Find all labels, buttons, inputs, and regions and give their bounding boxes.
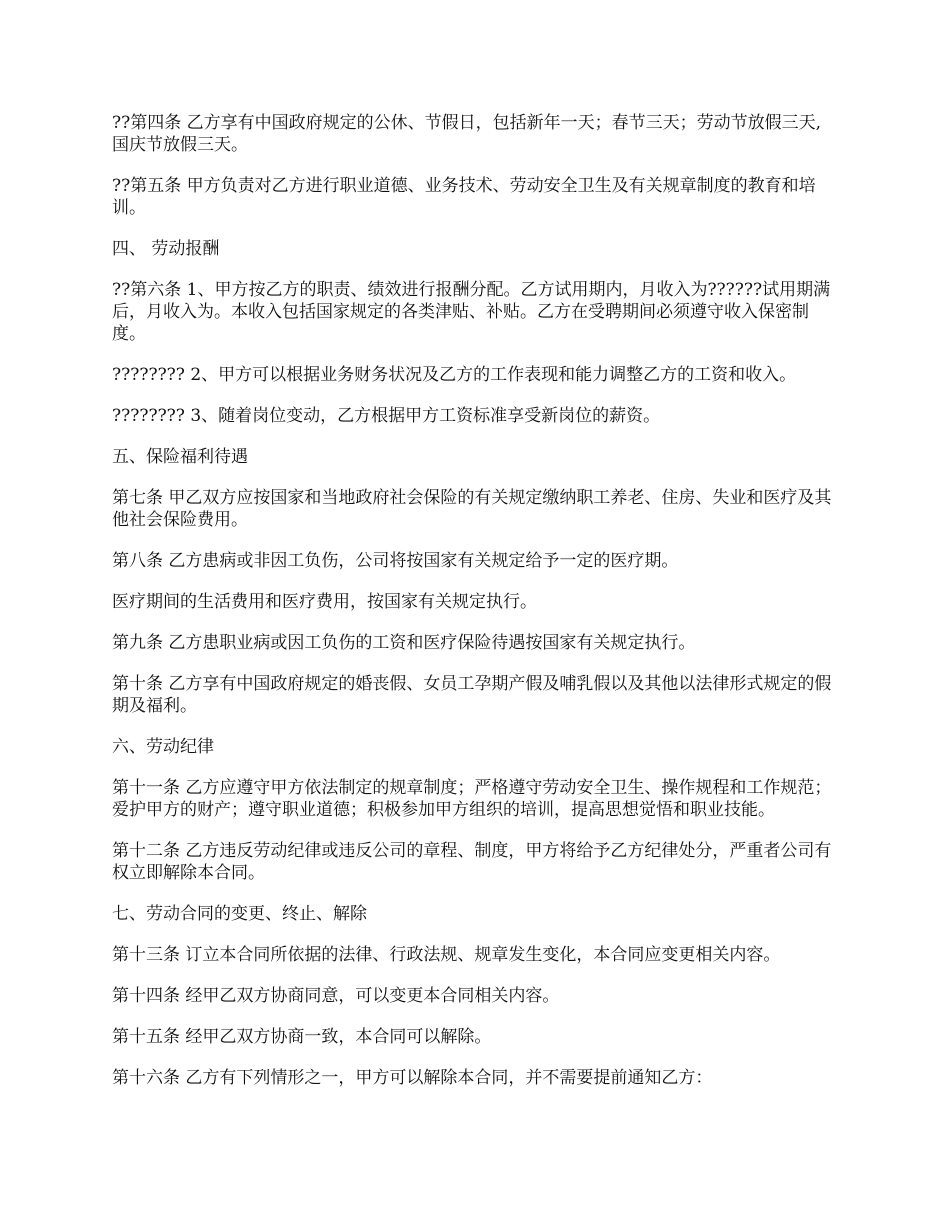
clause-11-rules: 第十一条 乙方应遵守甲方依法制定的规章制度；严格遵守劳动安全卫生、操作规程和工作规范；爱护甲方的财产；遵守职业道德；积极参加甲方组织的培训，提高思想觉悟和职业技能。 <box>112 778 832 820</box>
clause-12-violations: 第十二条 乙方违反劳动纪律或违反公司的章程、制度，甲方将给予乙方纪律处分，严重者公司有权立即解除本合同。 <box>112 841 832 883</box>
section-heading-remuneration: 四、 劳动报酬 <box>112 239 220 259</box>
clause-8-medical-period: 第八条 乙方患病或非因工负伤，公司将按国家有关规定给予一定的医疗期。 <box>112 551 679 571</box>
clause-4-holidays: ??第四条 乙方享有中国政府规定的公休、节假日，包括新年一天；春节三天；劳动节放假三天, 国庆节放假三天。 <box>112 113 822 155</box>
clause-14-mutual-change: 第十四条 经甲乙双方协商同意，可以变更本合同相关内容。 <box>112 986 560 1006</box>
clause-15-mutual-termination: 第十五条 经甲乙双方协商一致，本合同可以解除。 <box>112 1027 492 1047</box>
section-heading-discipline: 六、劳动纪律 <box>112 737 214 757</box>
clause-6-item-2: ???????? 2、甲方可以根据业务财务状况及乙方的工作表现和能力调整乙方的工资和收入。 <box>112 365 797 385</box>
clause-6-item-3: ???????? 3、随着岗位变动，乙方根据甲方工资标准享受新岗位的薪资。 <box>112 406 661 426</box>
clause-6-item-1: ??第六条 1、甲方按乙方的职责、绩效进行报酬分配。乙方试用期内，月收入为??????试用期满后，月收入为。本收入包括国家规定的各类津贴、补贴。乙方在受聘期间必须遵守收入保密制度。 <box>112 280 831 344</box>
section-heading-insurance: 五、保险福利待遇 <box>112 447 248 467</box>
clause-13-law-changes: 第十三条 订立本合同所依据的法律、行政法规、规章发生变化，本合同应变更相关内容。 <box>112 945 781 965</box>
clause-9-occupational-disease: 第九条 乙方患职业病或因工负伤的工资和医疗保险待遇按国家有关规定执行。 <box>112 633 696 653</box>
clause-16-dismissal: 第十六条 乙方有下列情形之一，甲方可以解除本合同，并不需要提前通知乙方： <box>112 1068 713 1088</box>
clause-8-medical-expenses: 医疗期间的生活费用和医疗费用，按国家有关规定执行。 <box>112 592 537 612</box>
section-heading-contract-changes: 七、劳动合同的变更、终止、解除 <box>112 904 367 924</box>
document-body <box>112 112 842 1108</box>
clause-5-training: ??第五条 甲方负责对乙方进行职业道德、业务技术、劳动安全卫生及有关规章制度的教育和培训。 <box>112 176 816 218</box>
clause-7-social-insurance: 第七条 甲乙双方应按国家和当地政府社会保险的有关规定缴纳职工养老、住房、失业和医疗及其他社会保险费用。 <box>112 488 832 530</box>
clause-10-leave: 第十条 乙方享有中国政府规定的婚丧假、女员工孕期产假及哺乳假以及其他以法律形式规定的假期及福利。 <box>112 674 832 716</box>
